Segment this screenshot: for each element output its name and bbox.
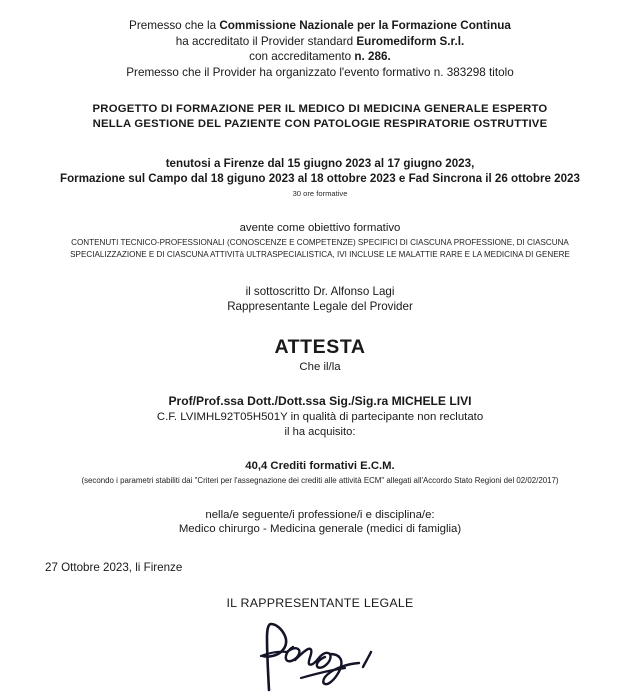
attestation-subheading: Che il/la [299,361,341,374]
participant-name: Prof/Prof.ssa Dott./Dott.ssa Sig./Sig.ra MICHELE LIVI [168,394,472,409]
signature-label: IL RAPPRESENTANTE LEGALE [226,596,414,611]
acquired-label: il ha acquisito: [284,426,356,439]
preamble-line-3-text: con accreditamento [249,50,355,64]
training-hours: 30 ore formative [292,189,348,199]
signer-block [0,284,640,314]
provider-name: Euromediform S.r.l. [356,34,465,48]
objective-line-1: CONTENUTI TECNICO-PROFESSIONALI (CONOSCENZE E COMPETENZE) SPECIFICI DI CIASCUNA PROFESSIONE, DI CIASCUNA [71,238,569,248]
event-number-line: Premesso che il Provider ha organizzato l'evento formativo n. 383298 titolo [126,65,514,79]
attestation-heading: ATTESTA [274,336,366,359]
preamble-block [0,18,640,80]
preamble-line-2 [0,34,640,50]
objective-body [0,237,640,259]
commission-name: Commissione Nazionale per la Formazione Continua [219,19,511,32]
preamble-line-1-text: Premesso che la [129,19,220,32]
course-title-block [0,102,640,131]
credits-value: 40,4 Crediti formativi E.C.M. [245,460,395,473]
course-title-line-2: NELLA GESTIONE DEL PAZIENTE CON PATOLOGIE RESPIRATORIE OSTRUTTIVE [92,117,548,130]
signer-role: Rappresentante Legale del Provider [227,299,413,313]
discipline-value: Medico chirurgo - Medicina generale (medici di famiglia) [178,523,462,536]
course-dates-block [0,156,640,187]
signature-area [0,616,640,694]
participant-fiscal-code: C.F. LVIMHL92T05H501Y in qualità di partecipante non reclutato [156,411,484,424]
handwritten-signature-icon [235,616,405,692]
course-title-line-1: PROGETTO DI FORMAZIONE PER IL MEDICO DI MEDICINA GENERALE ESPERTO [92,103,548,116]
course-dates-line-1: tenutosi a Firenze dal 15 giugno 2023 al 17 giugno 2023, [165,156,475,170]
objective-line-2: SPECIALIZZAZIONE E DI CIASCUNA ATTIVITà ULTRASPECIALISTICA, IVI INCLUSE LE MALATTIE RARE E LA MEDICINA DI GENERE [70,249,570,259]
course-dates-line-2: Formazione sul Campo dal 18 giguno 2023 al 18 ottobre 2023 e Fad Sincrona il 26 ottobre 2023 [60,171,580,185]
accreditation-number: n. 286. [354,50,391,64]
discipline-lead: nella/e seguente/i professione/i e disciplina/e: [205,509,435,522]
preamble-line-1 [0,18,640,34]
preamble-line-3 [0,49,640,65]
preamble-line-2-text: ha accreditato il Provider standard [175,34,357,48]
certificate-page [0,18,640,658]
objective-lead: avente come obiettivo formativo [239,222,401,235]
credits-note: (secondo i parametri stabiliti dai "Criteri per l'assegnazione dei crediti alle attività ECM" allegati all'Accordo Stato Regioni del 02/02/2017) [81,476,559,486]
signer-name: il sottoscritto Dr. Alfonso Lagi [245,284,395,298]
place-and-date: 27 Ottobre 2023, li Firenze [45,561,183,575]
